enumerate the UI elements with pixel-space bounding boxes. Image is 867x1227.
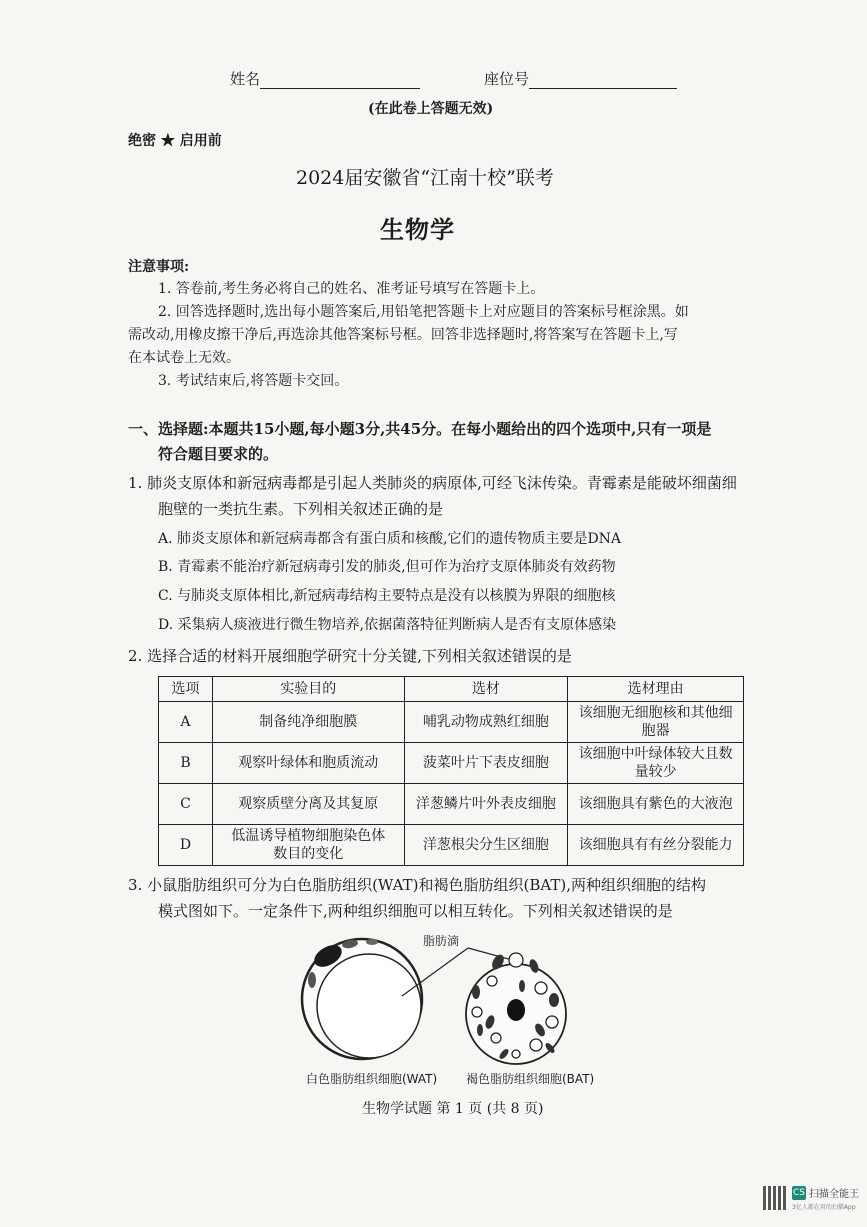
cell-material: 哺乳动物成熟红细胞 (404, 702, 568, 743)
cell-reason: 该细胞具有有丝分裂能力 (568, 825, 744, 866)
bat-caption: 褐色脂肪组织细胞(BAT) (466, 1072, 595, 1086)
instruction-item: 在本试卷上无效。 (128, 350, 240, 366)
watermark-sub: 3亿人都在用的扫描App (792, 1204, 856, 1211)
q3-stem-cont: 模式图如下。一定条件下,两种组织细胞可以相互转化。下列相关叙述错误的是 (158, 902, 673, 920)
name-blank (260, 72, 420, 89)
fat-cell-figure (290, 926, 610, 1088)
watermark-brand: 扫描全能王 (809, 1189, 859, 1200)
nucleus-icon (507, 999, 525, 1021)
cell-option: B (159, 743, 213, 784)
cell-option: C (159, 784, 213, 825)
header-option: 选项 (159, 677, 213, 702)
table-row (159, 825, 744, 866)
cell-aim: 观察叶绿体和胞质流动 (212, 743, 404, 784)
cell-reason: 该细胞无细胞核和其他细 胞器 (568, 702, 744, 743)
q1-option-a: A. 肺炎支原体和新冠病毒都含有蛋白质和核酸,它们的遗传物质主要是DNA (158, 531, 622, 547)
section-heading-cont: 符合题目要求的。 (158, 445, 279, 463)
cell-reason: 该细胞中叶绿体较大且数 量较少 (568, 743, 744, 784)
instruction-item: 需改动,用橡皮擦干净后,再选涂其他答案标号框。回答非选择题时,将答案写在答题卡上,写 (128, 327, 678, 343)
name-label: 姓名 (230, 70, 261, 88)
cs-logo-icon: CS (793, 1188, 805, 1198)
header-material: 选材 (404, 677, 568, 702)
instruction-item: 1. 答卷前,考生务必将自己的姓名、准考证号填写在答题卡上。 (158, 281, 545, 297)
table-header-row (159, 677, 744, 702)
section-heading: 一、选择题:本题共15小题,每小题3分,共45分。在每小题给出的四个选项中,只有一项是 (128, 420, 712, 438)
seat-blank (529, 72, 677, 89)
invalid-notice: (在此卷上答题无效) (368, 101, 494, 117)
cell-material: 菠菜叶片下表皮细胞 (404, 743, 568, 784)
q1-option-b: B. 青霉素不能治疗新冠病毒引发的肺炎,但可作为治疗支原体肺炎有效药物 (158, 559, 616, 575)
qr-code-icon (763, 1186, 787, 1210)
bat-cell-diagram (466, 953, 566, 1064)
table-row (159, 702, 744, 743)
page-footer: 生物学试题 第 1 页 (共 8 页) (362, 1101, 544, 1117)
cell-aim: 观察质壁分离及其复原 (212, 784, 404, 825)
pointer-line (468, 948, 512, 960)
cell-material: 洋葱根尖分生区细胞 (404, 825, 568, 866)
q1-stem-cont: 胞壁的一类抗生素。下列相关叙述正确的是 (158, 500, 444, 518)
q2-stem: 2. 选择合适的材料开展细胞学研究十分关键,下列相关叙述错误的是 (128, 647, 572, 665)
seat-field (484, 68, 677, 89)
instructions-heading: 注意事项: (128, 259, 190, 275)
q1-option-d: D. 采集病人痰液进行微生物培养,依据菌落特征判断病人是否有支原体感染 (158, 617, 617, 633)
header-reason: 选材理由 (568, 677, 744, 702)
wat-cell-diagram (302, 939, 422, 1059)
header-aim: 实验目的 (212, 677, 404, 702)
q2-table (158, 676, 744, 866)
wat-caption: 白色脂肪组织细胞(WAT) (306, 1072, 438, 1086)
q3-stem: 3. 小鼠脂肪组织可分为白色脂肪组织(WAT)和褐色脂肪组织(BAT),两种组织细胞的结构 (128, 876, 706, 894)
droplet-label: 脂肪滴 (423, 934, 460, 948)
secret-mark: 绝密 ★ 启用前 (128, 133, 222, 149)
exam-title: 2024届安徽省“江南十校”联考 (296, 167, 554, 189)
table-row (159, 743, 744, 784)
instruction-item: 3. 考试结束后,将答题卡交回。 (158, 373, 349, 389)
cell-material: 洋葱鳞片叶外表皮细胞 (404, 784, 568, 825)
table-row (159, 784, 744, 825)
cell-option: A (159, 702, 213, 743)
q1-stem: 1. 肺炎支原体和新冠病毒都是引起人类肺炎的病原体,可经飞沫传染。青霉素是能破坏细菌细 (128, 474, 737, 492)
q1-option-c: C. 与肺炎支原体相比,新冠病毒结构主要特点是没有以核膜为界限的细胞核 (158, 588, 616, 604)
cell-reason: 该细胞具有紫色的大液泡 (568, 784, 744, 825)
cell-option: D (159, 825, 213, 866)
subject-title: 生物学 (380, 215, 455, 244)
cell-aim: 制备纯净细胞膜 (212, 702, 404, 743)
cell-aim: 低温诱导植物细胞染色体 数目的变化 (212, 825, 404, 866)
instruction-item: 2. 回答选择题时,选出每小题答案后,用铅笔把答题卡上对应题目的答案标号框涂黑。如 (158, 304, 689, 320)
seat-label: 座位号 (484, 70, 530, 88)
name-field (230, 68, 420, 89)
